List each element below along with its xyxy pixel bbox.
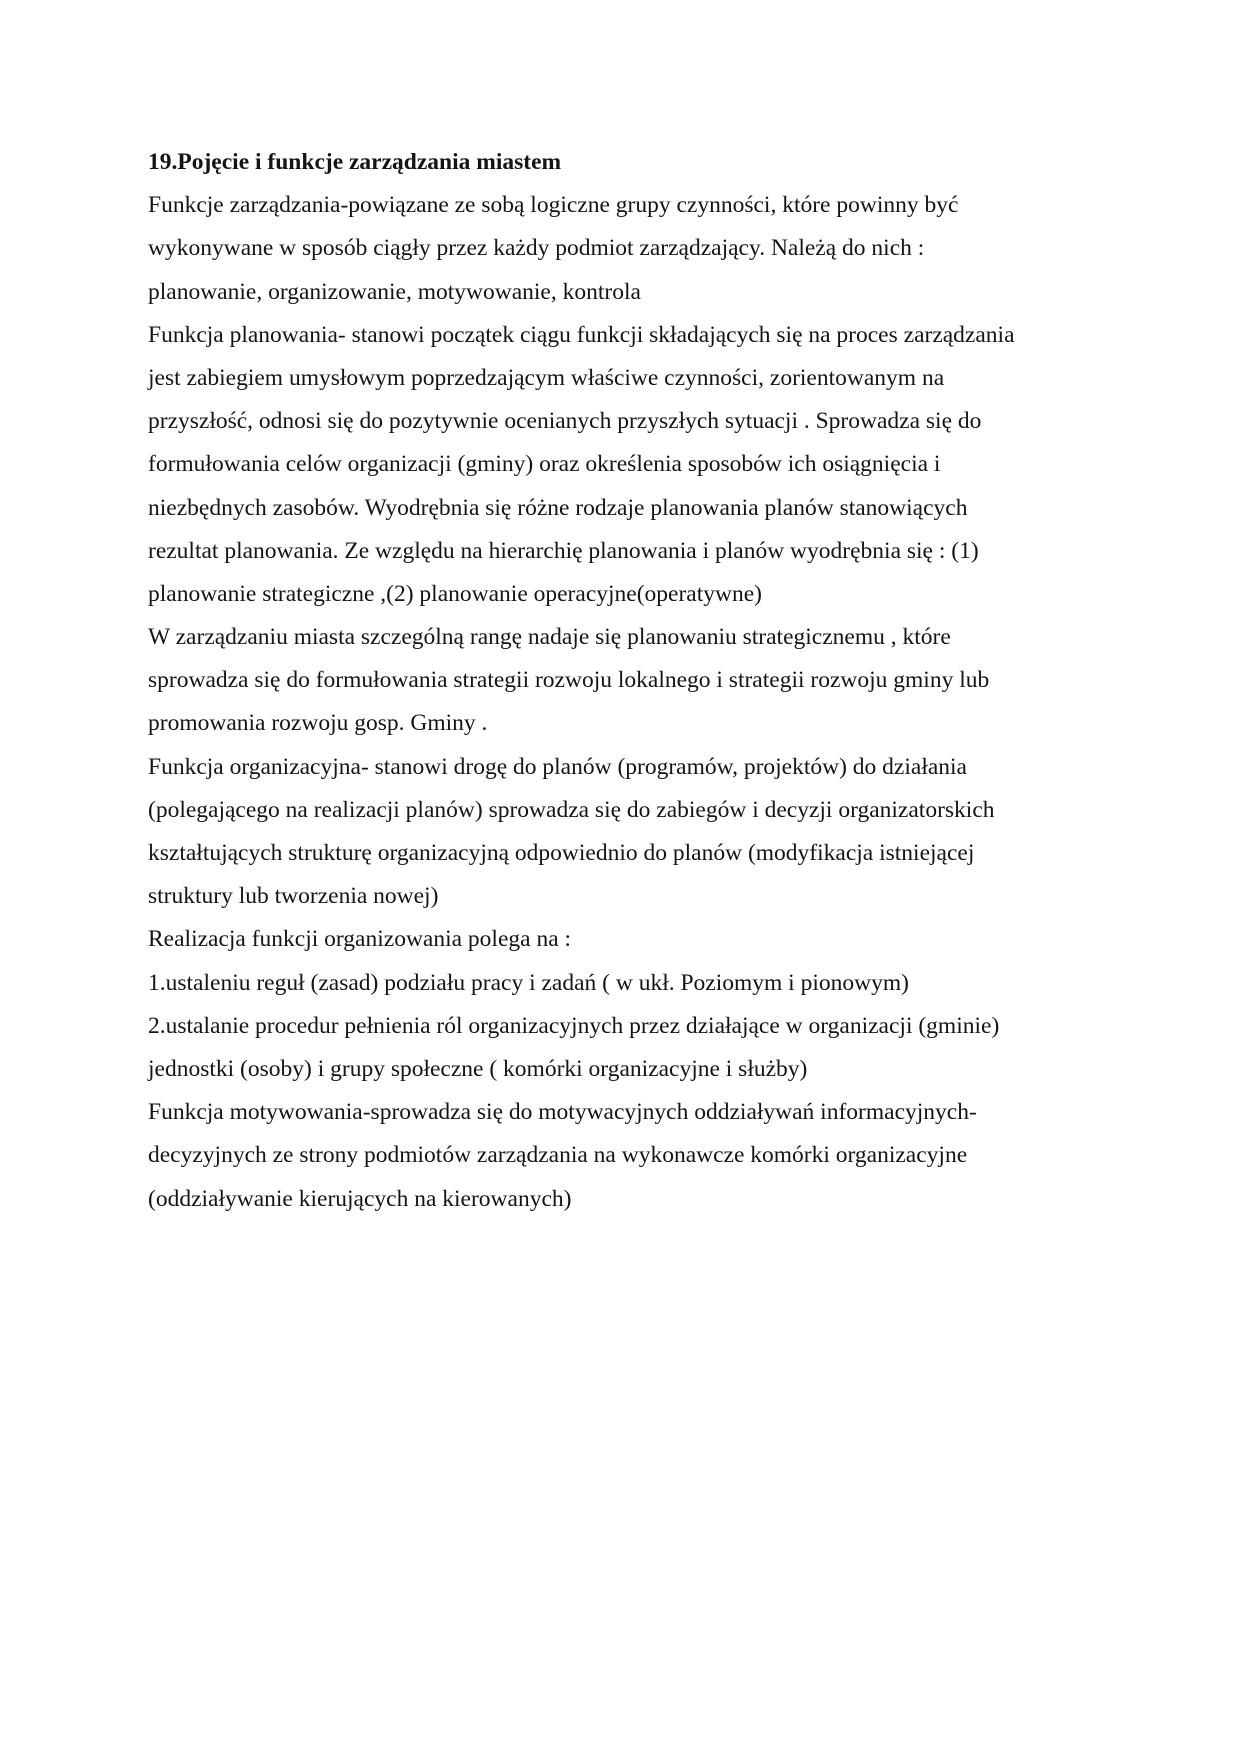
body-line: kształtujących strukturę organizacyjną odpowiednio do planów (modyfikacja istniejącej [148,840,975,866]
body-line: planowanie strategiczne ,(2) planowanie operacyjne(operatywne) [148,580,762,607]
document-title: 19.Pojęcie i funkcje zarządzania miastem [148,149,562,175]
body-line: wykonywane w sposób ciągły przez każdy podmiot zarządzający. Należą do nich : [148,235,925,262]
body-line: przyszłość, odnosi się do pozytywnie ocenianych przyszłych sytuacji . Sprowadza się do [148,408,982,435]
body-line: jest zabiegiem umysłowym poprzedzającym właściwe czynności, zorientowanym na [148,364,945,391]
body-line: planowanie, organizowanie, motywowanie, kontrola [148,278,641,305]
body-line: Funkcja motywowania-sprowadza się do motywacyjnych oddziaływań informacyjnych- [148,1099,977,1126]
body-line: 1.ustaleniu reguł (zasad) podziału pracy i zadań ( w ukł. Poziomym i pionowym) [148,969,909,996]
body-line: Funkcja organizacyjna- stanowi drogę do planów (programów, projektów) do działania [148,753,967,780]
document-body [148,141,1088,1221]
body-line: sprowadza się do formułowania strategii rozwoju lokalnego i strategii rozwoju gminy lub [148,667,990,694]
body-line: formułowania celów organizacji (gminy) oraz określenia sposobów ich osiągnięcia i [148,451,941,478]
body-line: promowania rozwoju gosp. Gminy . [148,710,488,737]
body-line: 2.ustalanie procedur pełnienia ról organizacyjnych przez działające w organizacji (gminie) [148,1012,1000,1039]
body-line: W zarządzaniu miasta szczególną rangę nadaje się planowaniu strategicznemu , które [148,624,951,651]
body-line: Funkcja planowania- stanowi początek ciągu funkcji składających się na proces zarządzania [148,321,1015,348]
body-line: jednostki (osoby) i grupy społeczne ( komórki organizacyjne i służby) [148,1055,808,1082]
body-line: Realizacja funkcji organizowania polega na : [148,926,572,953]
body-line: niezbędnych zasobów. Wyodrębnia się różne rodzaje planowania planów stanowiących [148,494,968,521]
body-line: struktury lub tworzenia nowej) [148,883,439,910]
body-line: Funkcje zarządzania-powiązane ze sobą logiczne grupy czynności, które powinny być [148,192,959,219]
body-line: (polegającego na realizacji planów) sprowadza się do zabiegów i decyzji organizatorskich [148,796,995,823]
body-line: (oddziaływanie kierujących na kierowanych) [148,1185,572,1212]
body-line: rezultat planowania. Ze względu na hierarchię planowania i planów wyodrębnia się : (1) [148,537,979,564]
body-line: decyzyjnych ze strony podmiotów zarządzania na wykonawcze komórki organizacyjne [148,1142,968,1169]
